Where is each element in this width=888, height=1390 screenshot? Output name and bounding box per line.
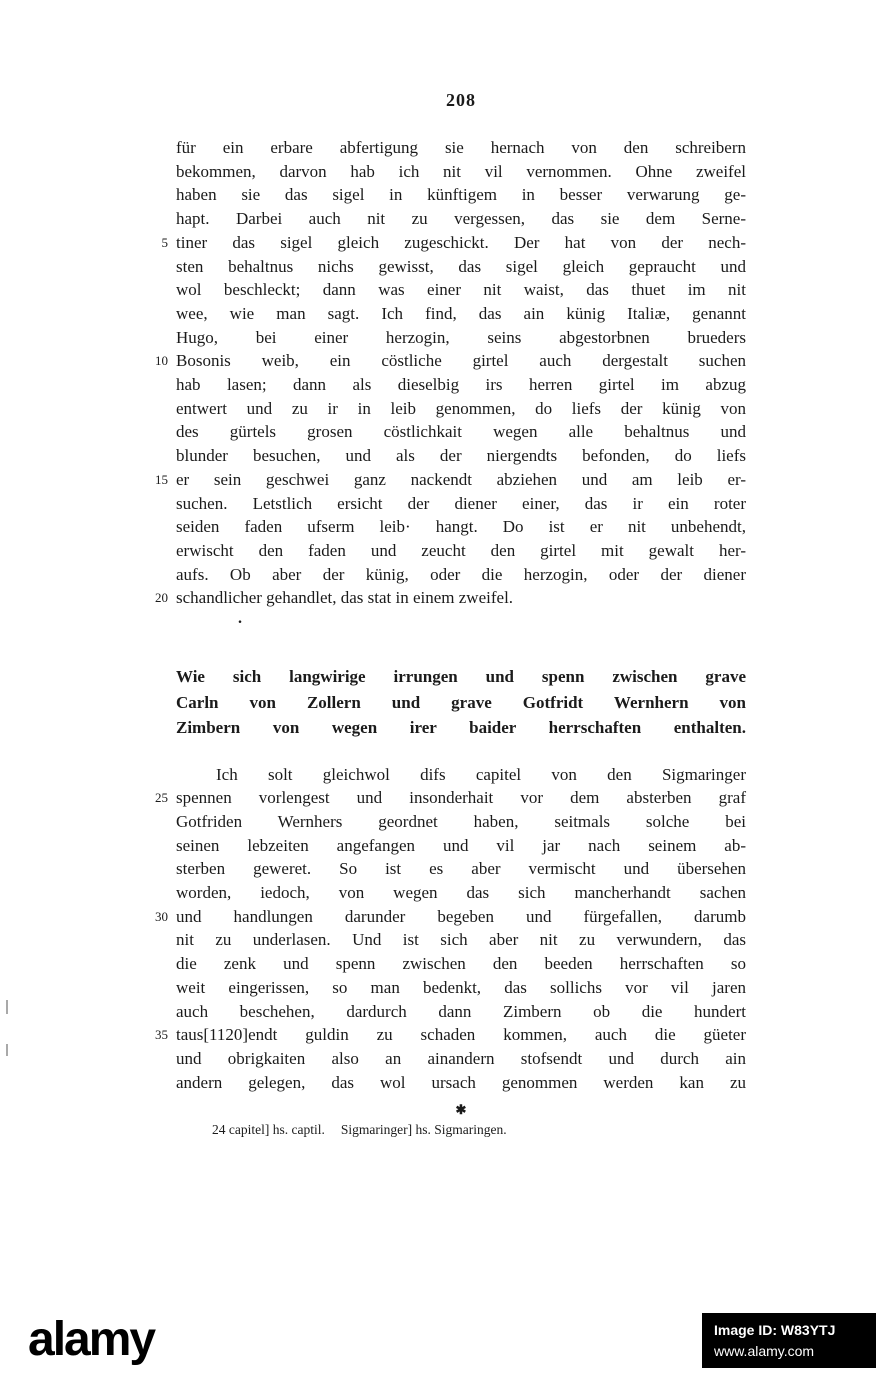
text-line	[176, 302, 746, 326]
line-text: auch beschehen, dardurch dann Zimbern ob die hundert	[176, 1001, 746, 1021]
text-line	[176, 539, 746, 563]
line-text: Hugo, bei einer herzogin, seins abgestorbnen brueders	[176, 327, 746, 347]
line-text: die zenk und spenn zwischen den beeden herrschaften so	[176, 954, 746, 974]
page-number: 208	[446, 90, 476, 110]
text-line	[155, 468, 746, 492]
text-line	[176, 1047, 746, 1071]
line-text: bekommen, darvon hab ich nit vil vernommen. Ohne zweifel	[176, 161, 746, 181]
line-text: blunder besuchen, und als der niergendts befonden, do liefs	[176, 446, 746, 466]
section-heading	[176, 664, 746, 741]
text-line	[176, 1000, 746, 1024]
text-line	[176, 373, 746, 397]
text-line	[176, 857, 746, 881]
scan-artifact	[6, 1000, 8, 1014]
text-line	[176, 928, 746, 952]
line-number: 20	[155, 590, 168, 606]
alamy-image-id-box	[702, 1313, 876, 1368]
line-text: aufs. Ob aber der künig, oder die herzogin, oder der diener	[176, 564, 746, 584]
heading-line	[176, 664, 746, 690]
line-text: nit zu underlasen. Und ist sich aber nit zu verwundern, das	[176, 930, 746, 950]
line-text: schandlicher gehandlet, das stat in einem zweifel.	[176, 588, 514, 608]
line-text: spennen vorlengest und insonderhait vor dem absterben graf	[176, 788, 746, 808]
stray-ink-mark: .	[238, 610, 242, 628]
line-text: sterben geweret. So ist es aber vermischt und übersehen	[176, 859, 746, 879]
text-line	[176, 444, 746, 468]
line-number: 15	[155, 471, 168, 487]
line-text: suchen. Letstlich ersicht der diener einer, das ir ein roter	[176, 493, 746, 513]
text-line	[176, 420, 746, 444]
book-page-text	[155, 136, 746, 1139]
line-text: Bosonis weib, ein cöstliche girtel auch dergestalt suchen	[176, 351, 746, 371]
text-line	[176, 976, 746, 1000]
alamy-logo: alamy	[28, 1313, 155, 1366]
text-line	[155, 786, 746, 810]
line-text: andern gelegen, das wol ursach genommen werden kan zu	[176, 1072, 746, 1092]
text-line	[176, 136, 746, 160]
paragraph-2	[155, 763, 746, 1095]
line-text: seinen lebzeiten angefangen und vil jar nach seinem ab-	[176, 835, 746, 855]
alamy-url-text: www.alamy.com	[714, 1343, 815, 1359]
text-line	[176, 1071, 746, 1095]
heading-text: Zimbern von wegen irer baider herrschaften enthalten.	[176, 718, 746, 738]
text-line	[176, 834, 746, 858]
line-text: taus[1120]endt guldin zu schaden kommen, auch die güeter	[176, 1025, 746, 1045]
text-line	[176, 397, 746, 421]
line-text: seiden faden ufserm leib· hangt. Do ist er nit unbehendt,	[176, 517, 746, 537]
line-number: 10	[155, 353, 168, 369]
line-text: tiner das sigel gleich zugeschickt. Der hat von der nech-	[176, 232, 746, 252]
line-text: für ein erbare abfertigung sie hernach von den schreibern	[176, 138, 746, 157]
text-line	[176, 326, 746, 350]
scan-artifact	[6, 1044, 8, 1056]
line-text: Gotfriden Wernhers geordnet haben, seitmals solche bei	[176, 811, 746, 831]
line-text: Ich solt gleichwol difs capitel von den Sigmaringer	[216, 764, 746, 784]
line-number: 30	[155, 908, 168, 924]
line-text: worden, iedoch, von wegen das sich mancherhandt sachen	[176, 883, 746, 903]
text-line	[176, 207, 746, 231]
text-line	[176, 492, 746, 516]
line-text: des gürtels grosen cöstlichkait wegen alle behaltnus und	[176, 422, 746, 442]
text-line	[176, 810, 746, 834]
heading-line	[176, 715, 746, 741]
text-line	[155, 586, 746, 610]
text-line	[176, 278, 746, 302]
image-id-text: Image ID: W83YTJ	[714, 1322, 836, 1338]
line-text: wee, wie man sagt. Ich find, das ain künig Italiæ, genannt	[176, 303, 746, 323]
text-line	[155, 349, 746, 373]
line-text: hab lasen; dann als dieselbig irs herren girtel im abzug	[176, 375, 746, 395]
line-text: weit eingerissen, so man bedenkt, das sollichs vor vil jaren	[176, 977, 746, 997]
line-number: 5	[161, 234, 168, 250]
line-text: und obrigkaiten also an ainandern stofsendt und durch ain	[176, 1049, 746, 1068]
line-text: haben sie das sigel in künftigem in besser verwarung ge-	[176, 185, 746, 205]
text-line	[176, 881, 746, 905]
line-text: wol beschleckt; dann was einer nit waist, das thuet im nit	[176, 280, 746, 300]
line-text: sten behaltnus nichs gewisst, das sigel gleich gepraucht und	[176, 256, 746, 276]
heading-line	[176, 690, 746, 716]
text-line	[176, 952, 746, 976]
text-line	[176, 255, 746, 279]
text-line	[176, 763, 746, 787]
footnote	[176, 1121, 746, 1139]
paragraph-1	[155, 136, 746, 610]
line-text: und handlungen darunder begeben und fürgefallen, darumb	[176, 906, 746, 926]
heading-text: Carln von Zollern und grave Gotfridt Wernhern von	[176, 692, 746, 712]
line-text: er sein geschwei ganz nackendt abziehen und am leib er-	[176, 469, 746, 489]
line-text: entwert und zu ir in leib genommen, do liefs der künig von	[176, 398, 746, 418]
line-text: hapt. Darbei auch nit zu vergessen, das sie dem Serne-	[176, 209, 746, 229]
line-number: 25	[155, 790, 168, 806]
text-line	[176, 183, 746, 207]
heading-text: Wie sich langwirige irrungen und spenn zwischen grave	[176, 667, 746, 687]
text-line	[161, 231, 746, 255]
text-line	[176, 563, 746, 587]
text-line	[176, 160, 746, 184]
text-line	[176, 515, 746, 539]
text-line	[155, 1023, 746, 1047]
footnote-entry: 24 capitel] hs. captil.	[212, 1122, 325, 1138]
footnote-star-icon: ✱	[455, 1102, 467, 1118]
line-number: 35	[155, 1027, 168, 1043]
footnote-entry: Sigmaringer] hs. Sigmaringen.	[340, 1122, 507, 1138]
line-text: erwischt den faden und zeucht den girtel mit gewalt her-	[176, 540, 746, 560]
stray-ink-mark-row	[176, 610, 746, 636]
text-line	[155, 905, 746, 929]
